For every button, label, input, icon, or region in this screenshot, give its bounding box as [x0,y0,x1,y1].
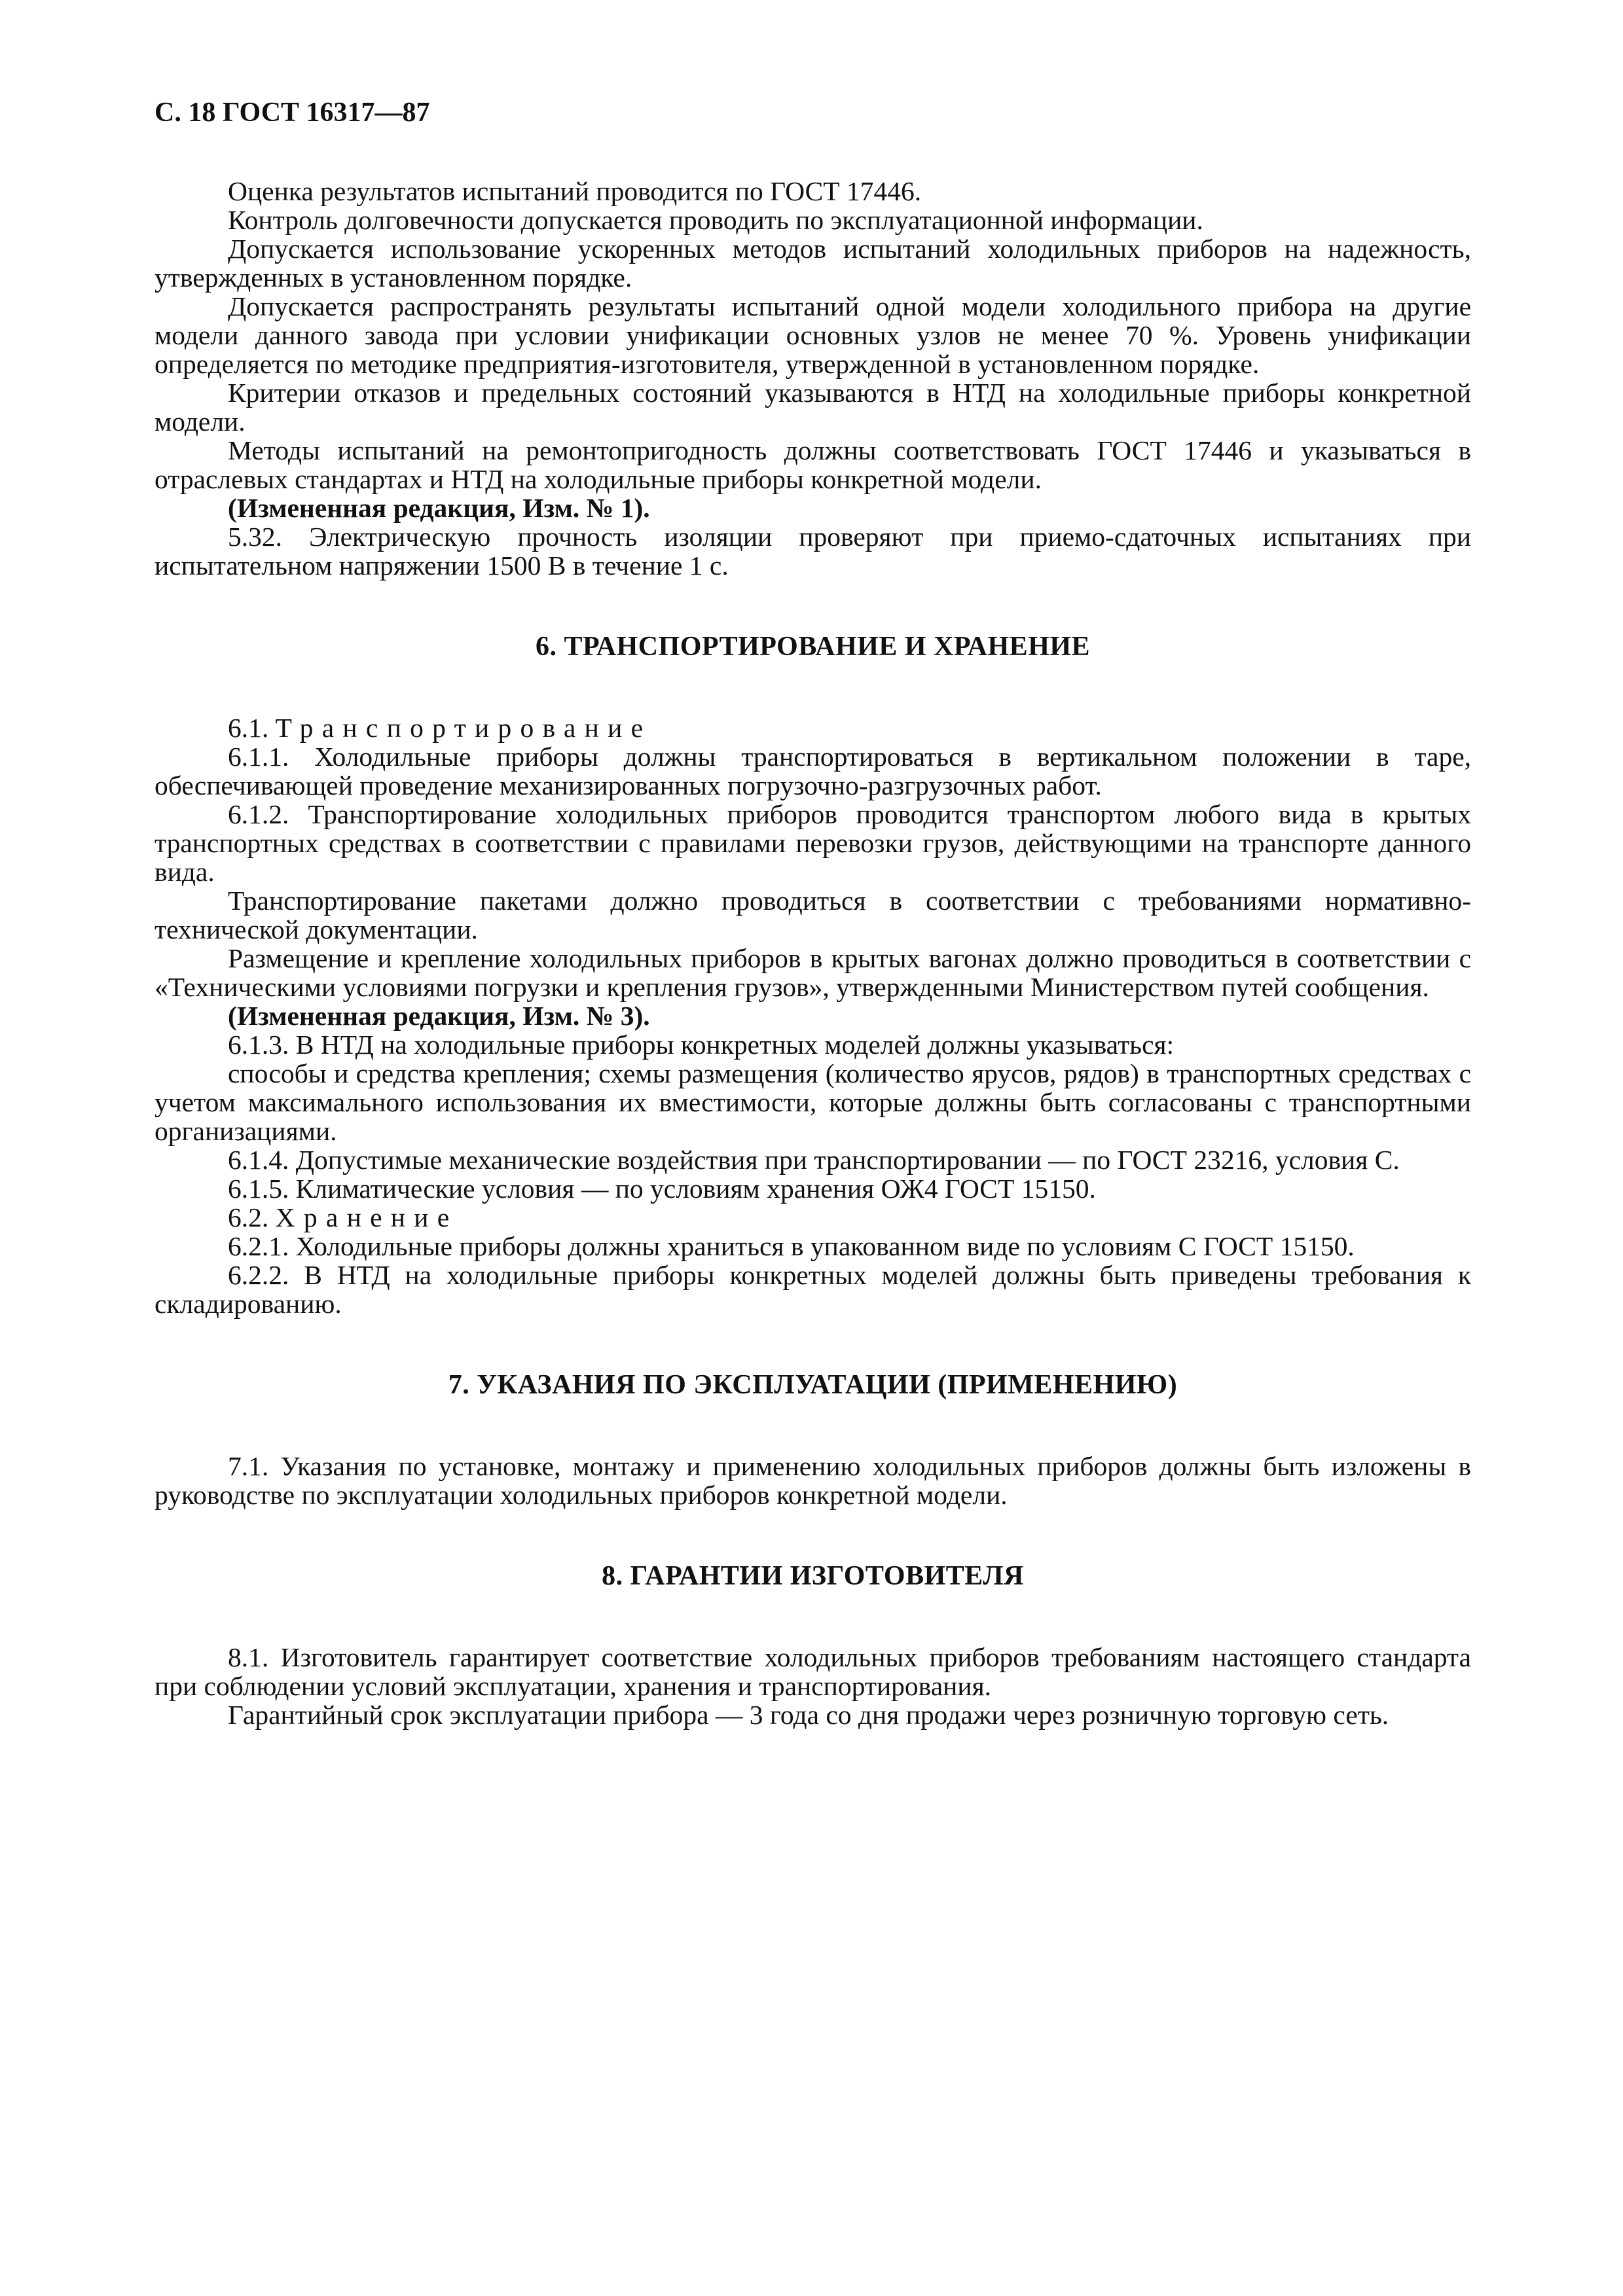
paragraph: 8.1. Изготовитель гарантирует соответствие холодильных приборов требованиям настоящего стандарта при соблюдении условий эксплуатации, хранения и транспортирования. [155,1642,1471,1701]
amendment-note: (Измененная редакция, Изм. № 1). [228,493,650,523]
paragraph: 6.1.4. Допустимые механические воздействия при транспортировании — по ГОСТ 23216, условия С. [228,1145,1400,1175]
subsection-heading [155,713,1471,742]
subsection-title: Хранение [275,1202,458,1232]
paragraph: 6.1.3. В НТД на холодильные приборы конкретных моделей должны указываться: [228,1030,1175,1060]
paragraph: Гарантийный срок эксплуатации прибора — 3 года со дня продажи через розничную торговую сеть. [228,1700,1389,1730]
paragraph: 6.1.1. Холодильные приборы должны транспортироваться в вертикальном положении в таре, обеспечивающей проведение механизированных погрузочно-разгрузочных работ. [155,742,1471,800]
document-page [155,98,1471,1729]
paragraph: 5.32. Электрическую прочность изоляции проверяют при приемо-сдаточных испытаниях при испытательном напряжении 1500 В в течение 1 с. [155,522,1471,581]
paragraph: 6.2.2. В НТД на холодильные приборы конкретных моделей должны быть приведены требования к складированию. [155,1260,1471,1319]
paragraph: способы и средства крепления; схемы размещения (количество ярусов, рядов) в транспортных средствах с учетом максимального использования их вместимости, которые должны быть согласованы с транспортными организациями. [155,1058,1471,1146]
paragraph: 6.2.1. Холодильные приборы должны храниться в упакованном виде по условиям С ГОСТ 15150. [228,1231,1355,1261]
paragraph: 6.1.2. Транспортирование холодильных приборов проводится транспортом любого вида в крытых транспортных средствах в соответствии с правилами перевозки грузов, действующими на транспорте данного вида. [155,799,1471,887]
amendment-note: (Измененная редакция, Изм. № 3). [228,1001,650,1031]
paragraph: Размещение и крепление холодильных приборов в крытых вагонах должно проводиться в соответствии с «Техническими условиями погрузки и крепления грузов», утвержденными Министерством путей сообщения. [155,943,1471,1002]
paragraph: Контроль долговечности допускается проводить по эксплуатационной информации. [228,205,1203,235]
section-title: 8. ГАРАНТИИ ИЗГОТОВИТЕЛЯ [602,1561,1024,1591]
paragraph: Допускается распространять результаты испытаний одной модели холодильного прибора на другие модели данного завода при условии унификации основных узлов не менее 70 %. Уровень унификации определяется по методике предприятия-изготовителя, утвержденной в установленном порядке. [155,291,1471,379]
subsection-number: 6.1. [228,713,269,743]
subsection-title: Транспортирование [275,713,652,743]
paragraph: Оценка результатов испытаний проводится по ГОСТ 17446. [228,176,922,206]
subsection-heading [155,1203,1471,1232]
paragraph: 6.1.5. Климатические условия — по условиям хранения ОЖ4 ГОСТ 15150. [228,1174,1096,1204]
paragraph: 7.1. Указания по установке, монтажу и применению холодильных приборов должны быть изложены в руководстве по эксплуатации холодильных приборов конкретной модели. [155,1451,1471,1510]
paragraph: Критерии отказов и предельных состояний указываются в НТД на холодильные приборы конкретной модели. [155,378,1471,437]
section-title: 7. УКАЗАНИЯ ПО ЭКСПЛУАТАЦИИ (ПРИМЕНЕНИЮ) [448,1370,1178,1400]
page-header: С. 18 ГОСТ 16317—87 [155,98,430,128]
section-title: 6. ТРАНСПОРТИРОВАНИЕ И ХРАНЕНИЕ [535,632,1091,662]
paragraph: Допускается использование ускоренных методов испытаний холодильных приборов на надежность, утвержденных в установленном порядке. [155,234,1471,293]
subsection-number: 6.2. [228,1202,269,1232]
paragraph: Транспортирование пакетами должно проводиться в соответствии с требованиями нормативно-технической документации. [155,886,1471,944]
paragraph: Методы испытаний на ремонтопригодность должны соответствовать ГОСТ 17446 и указываться в отраслевых стандартах и НТД на холодильные приборы конкретной модели. [155,435,1471,494]
